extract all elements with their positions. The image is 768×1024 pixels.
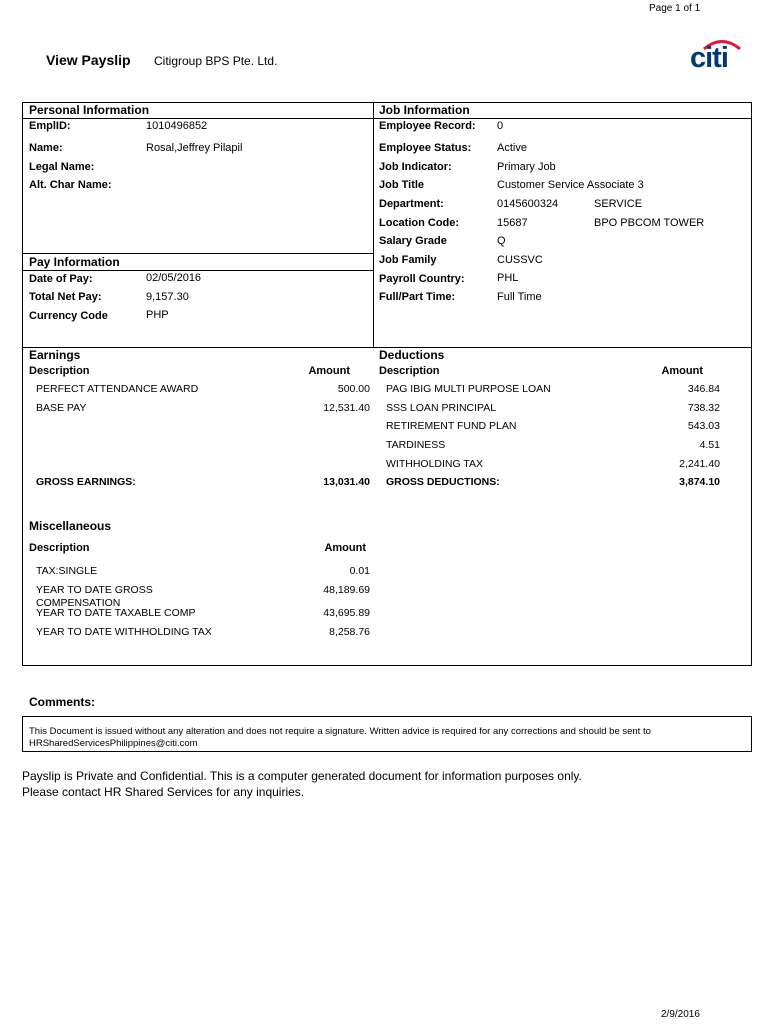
earnings-title: Earnings — [29, 348, 81, 362]
deductions-item-description: WITHHOLDING TAX — [386, 458, 484, 470]
location-name: BPO PBCOM TOWER — [594, 217, 705, 229]
personal-info-title: Personal Information — [29, 103, 150, 117]
misc-item-amount: 8,258.76 — [329, 626, 370, 638]
company-name: Citigroup BPS Pte. Ltd. — [154, 54, 278, 68]
name-value: Rosal,Jeffrey Pilapil — [146, 142, 243, 154]
misc-description-header: Description — [29, 542, 90, 554]
column-divider — [373, 102, 374, 347]
deductions-description-header: Description — [379, 365, 440, 377]
location-code-label: Location Code: — [379, 217, 460, 229]
gross-deductions-amount: 3,874.10 — [679, 476, 720, 488]
misc-item-description: YEAR TO DATE TAXABLE COMP — [36, 607, 196, 619]
comments-text-line1: This Document is issued without any alteration and does not require a signature. Written advice is required for any corrections and should be sent to — [29, 726, 651, 737]
deductions-item-amount: 346.84 — [687, 383, 720, 395]
date-of-pay-label: Date of Pay: — [29, 273, 93, 285]
deductions-item-description: RETIREMENT FUND PLAN — [386, 420, 517, 432]
earnings-item-amount: 500.00 — [337, 383, 370, 395]
department-label: Department: — [379, 198, 444, 210]
misc-item-description: YEAR TO DATE GROSS — [36, 584, 153, 596]
job-family-value: CUSSVC — [497, 254, 543, 266]
legal-name-label: Legal Name: — [29, 161, 95, 173]
deductions-amount-header: Amount — [661, 365, 703, 377]
emplid-value: 1010496852 — [146, 120, 208, 132]
earnings-item-description: BASE PAY — [36, 402, 87, 414]
job-indicator-label: Job Indicator: — [379, 161, 452, 173]
print-date: 2/9/2016 — [661, 1009, 700, 1020]
deductions-title: Deductions — [379, 348, 445, 362]
header-divider — [22, 118, 752, 119]
salary-grade-label: Salary Grade — [379, 235, 447, 247]
total-net-pay-value: 9,157.30 — [146, 291, 189, 303]
employee-status-label: Employee Status: — [379, 142, 472, 154]
earnings-item-amount: 12,531.40 — [323, 402, 370, 414]
pay-info-top-divider — [22, 253, 373, 254]
deductions-item-amount: 2,241.40 — [679, 458, 720, 470]
gross-earnings-amount: 13,031.40 — [323, 476, 370, 488]
gross-earnings-label: GROSS EARNINGS: — [36, 476, 136, 488]
currency-code-label: Currency Code — [29, 310, 108, 322]
payroll-country-label: Payroll Country: — [379, 273, 465, 285]
citi-logo-text: citi — [690, 42, 728, 74]
earnings-description-header: Description — [29, 365, 90, 377]
deductions-item-description: PAG IBIG MULTI PURPOSE LOAN — [386, 383, 551, 395]
deductions-item-amount: 4.51 — [699, 439, 720, 451]
emplid-label: EmplID: — [29, 120, 71, 132]
job-title-label: Job Title — [379, 179, 425, 191]
earnings-item-description: PERFECT ATTENDANCE AWARD — [36, 383, 199, 395]
earnings-amount-header: Amount — [308, 365, 350, 377]
deductions-item-description: TARDINESS — [386, 439, 446, 451]
job-title-value: Customer Service Associate 3 — [497, 179, 644, 191]
pay-info-divider — [22, 270, 373, 271]
job-indicator-value: Primary Job — [497, 161, 556, 173]
employee-status-value: Active — [497, 142, 527, 154]
deductions-item-amount: 738.32 — [687, 402, 720, 414]
pay-info-title: Pay Information — [29, 255, 120, 269]
misc-title: Miscellaneous — [29, 519, 112, 533]
location-code-value: 15687 — [497, 217, 528, 229]
deductions-item-amount: 543.03 — [687, 420, 720, 432]
comments-label: Comments: — [29, 695, 96, 709]
gross-deductions-label: GROSS DEDUCTIONS: — [386, 476, 500, 488]
job-family-label: Job Family — [379, 254, 437, 266]
currency-code-value: PHP — [146, 309, 169, 321]
employee-record-value: 0 — [497, 120, 504, 132]
comments-text-line2: HRSharedServicesPhilippines@citi.com — [29, 738, 198, 749]
alt-char-name-label: Alt. Char Name: — [29, 179, 112, 191]
misc-item-amount: 43,695.89 — [323, 607, 370, 619]
job-info-title: Job Information — [379, 103, 470, 117]
confidentiality-note: Payslip is Private and Confidential. This is a computer generated document for information purposes only. — [22, 769, 582, 783]
page-title: View Payslip — [46, 52, 131, 68]
misc-item-description-continued: COMPENSATION — [36, 597, 121, 609]
contact-note: Please contact HR Shared Services for any inquiries. — [22, 785, 305, 799]
full-part-time-value: Full Time — [497, 291, 542, 303]
citi-logo — [690, 36, 742, 76]
department-name: SERVICE — [594, 198, 643, 210]
name-label: Name: — [29, 142, 63, 154]
misc-item-amount: 0.01 — [349, 565, 370, 577]
salary-grade-value: Q — [497, 235, 506, 247]
full-part-time-label: Full/Part Time: — [379, 291, 456, 303]
date-of-pay-value: 02/05/2016 — [146, 272, 202, 284]
deductions-item-description: SSS LOAN PRINCIPAL — [386, 402, 497, 414]
misc-item-description: YEAR TO DATE WITHHOLDING TAX — [36, 626, 212, 638]
misc-item-amount: 48,189.69 — [323, 584, 370, 596]
employee-record-label: Employee Record: — [379, 120, 476, 132]
department-value: 0145600324 — [497, 198, 559, 210]
payroll-country-value: PHL — [497, 272, 519, 284]
misc-item-description: TAX:SINGLE — [36, 565, 98, 577]
page-indicator: Page 1 of 1 — [649, 3, 701, 14]
misc-amount-header: Amount — [324, 542, 366, 554]
total-net-pay-label: Total Net Pay: — [29, 291, 102, 303]
